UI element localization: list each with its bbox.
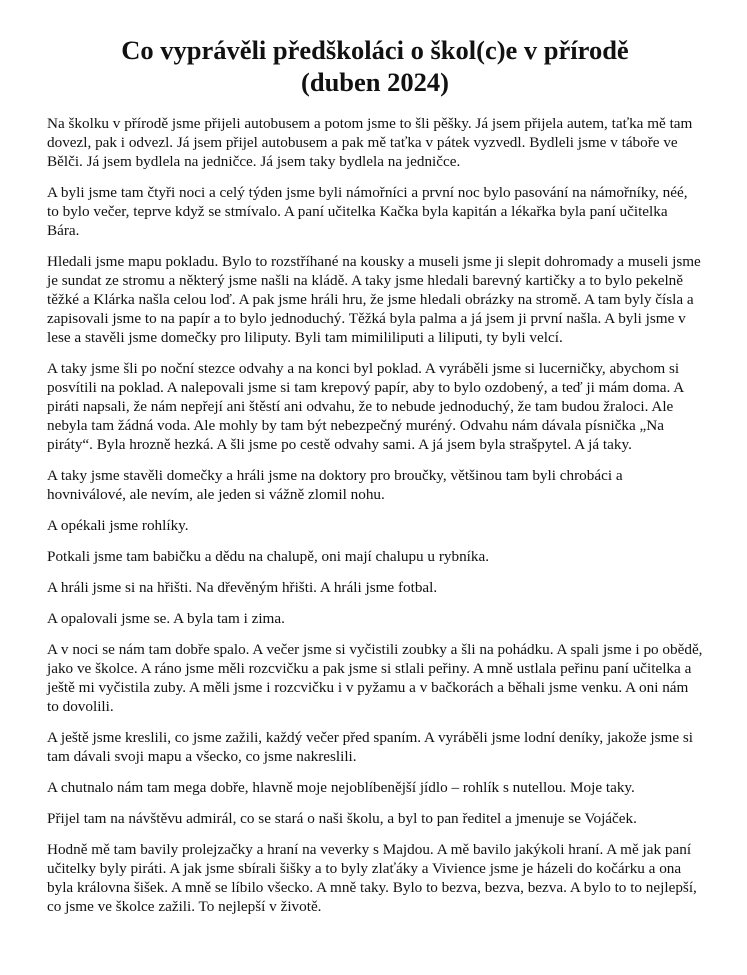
- paragraph-12: A chutnalo nám tam mega dobře, hlavně moje nejoblíbenější jídlo – rohlík s nutellou. Moje taky.: [47, 779, 635, 796]
- paragraph-14: Hodně mě tam bavily prolejzačky a hraní na veverky s Majdou. A mě bavilo jakýkoli hraní. A mě jak paní učitelky byly piráti. A jak jsme sbírali šišky a to byly zlaťáky a Vivience jsme je házeli do kočárku a ona byla královna šišek. A mně se líbilo všecko. A mně taky. Bylo to bezva, bezva, bezva. A bylo to to nejlepší, co jsme ve školce zažili. To nejlepší v životě.: [47, 841, 697, 915]
- paragraph-3: Hledali jsme mapu pokladu. Bylo to rozstříhané na kousky a museli jsme ji slepit dohromady a museli jsme je sundat ze stromu a některý jsme našli na kládě. A taky jsme hledali barevný kartičky a to bylo pekelně těžké a Klárka našla celou loď. A pak jsme hráli hru, že jsme hledali obrázky na stromě. A tam byly čísla a zapisovali jsme to na papír a to bylo jednoduchý. Těžká byla palma a já jsem ji první našla. A byli jsme v lese a stavěli jsme domečky pro liliputy. Byli tam mimililiputi a liliputi, ty byli velcí.: [47, 253, 701, 346]
- paragraph-5: A taky jsme stavěli domečky a hráli jsme na doktory pro broučky, většinou tam byli chrobáci a hovniválové, ale nevím, ale jeden si vážně zlomil nohu.: [47, 467, 623, 503]
- paragraph-13: Přijel tam na návštěvu admirál, co se stará o naši školu, a byl to pan ředitel a jmenuje se Vojáček.: [47, 810, 637, 827]
- document-page: [47, 34, 703, 928]
- paragraph-2: A byli jsme tam čtyři noci a celý týden jsme byli námořníci a první noc bylo pasování na námořníky, néé, to bylo večer, teprve když se stmívalo. A paní učitelka Kačka byla kapitán a lékařka byla paní učitelka Bára.: [47, 184, 688, 239]
- paragraph-1: Na školku v přírodě jsme přijeli autobusem a potom jsme to šli pěšky. Já jsem přijela autem, taťka mě tam dovezl, pak i odvezl. Já jsem přijel autobusem a pak mě taťka v pátek vyzvedl. Bydleli jsme v táboře ve Bělči. Já jsem bydlela na jedničce. Já jsem taky bydlela na jedničce.: [47, 115, 693, 170]
- title-line-1: Co vyprávěli předškoláci o škol(c)e v přírodě: [121, 35, 629, 65]
- document-title: [47, 34, 703, 98]
- paragraph-4: A taky jsme šli po noční stezce odvahy a na konci byl poklad. A vyráběli jsme si lucerničky, abychom si posvítili na poklad. A nalepovali jsme si tam krepový papír, aby to bylo ozdobený, a teď ji mám doma. A piráti napsali, že nám nepřejí ani štěstí ani odvahu, že to nebude jednoduchý, že tam budou žraloci. Ale nebyla tam žádná voda. Ale mohly by tam být nebezpečný muréný. Odvahu nám dávala písnička „Na piráty“. Byla hrozně hezká. A šli jsme po cestě odvahy sami. A já jsem byla strašpytel. A já taky.: [47, 360, 684, 453]
- paragraph-9: A opalovali jsme se. A byla tam i zima.: [47, 610, 285, 627]
- paragraph-11: A ještě jsme kreslili, co jsme zažili, každý večer před spaním. A vyráběli jsme lodní deníky, jakože jsme si tam dávali svoji mapu a všecko, co jsme nakreslili.: [47, 729, 693, 765]
- title-line-2: (duben 2024): [301, 67, 449, 97]
- paragraph-8: A hráli jsme si na hřišti. Na dřevěným hřišti. A hráli jsme fotbal.: [47, 579, 438, 596]
- paragraph-7: Potkali jsme tam babičku a dědu na chalupě, oni mají chalupu u rybníka.: [47, 548, 490, 565]
- paragraph-6: A opékali jsme rohlíky.: [47, 517, 189, 534]
- paragraph-10: A v noci se nám tam dobře spalo. A večer jsme si vyčistili zoubky a šli na pohádku. A spali jsme i po obědě, jako ve školce. A ráno jsme měli rozcvičku a pak jsme si stlali peřiny. A mně ustlala peřinu paní učitelka a ještě mi vyčistila zuby. A měli jsme i rozcvičku i v pyžamu a v bačkorách a běhali jsme venku. A oni nám to dovolili.: [47, 641, 703, 715]
